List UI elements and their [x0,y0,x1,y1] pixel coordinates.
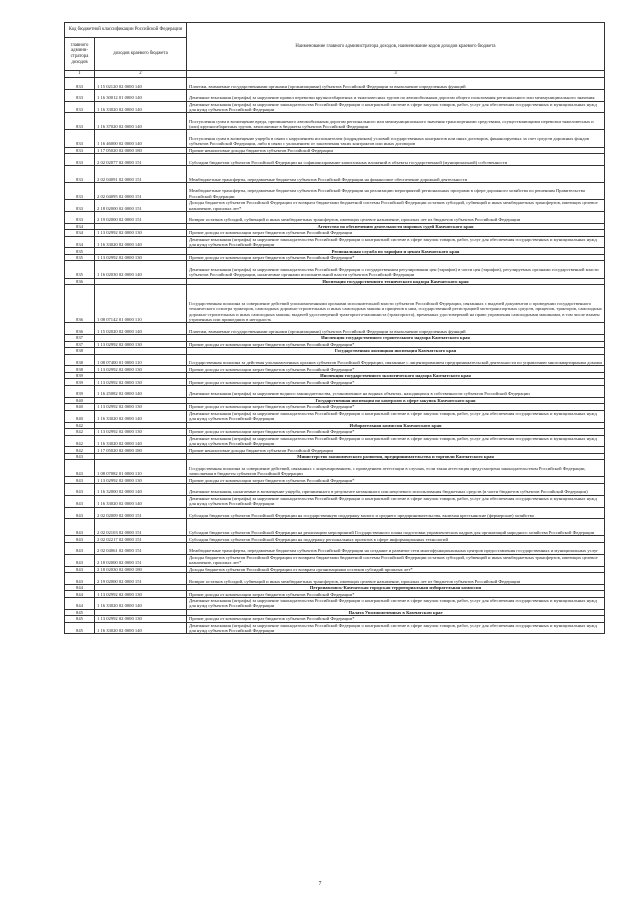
revenue-code-cell: 1 17 05020 02 0000 180 [95,147,187,154]
description-cell: Субсидии бюджетам субъектов Российской Федерации на поддержку региональных проектов в сфере информационных технологий [187,536,605,543]
revenue-codes-table [64,22,605,634]
revenue-code-cell: 1 16 33020 02 0000 140 [95,236,187,248]
revenue-code-cell: 1 16 33020 02 0000 140 [95,597,187,609]
table-row [65,261,605,278]
revenue-code-cell: 1 16 33020 02 0000 140 [95,410,187,422]
revenue-code-cell: 2 02 02217 02 0000 151 [95,536,187,543]
admin-code-cell: 837 [65,335,95,342]
admin-code-cell: 839 [65,379,95,386]
description-cell: Государственная пошлина за совершение действий, связанных с лицензированием, с проведением аттестации в случаях, если такая аттестация предусмотрена законодательством Российской Федерации, зачисляемая в бюджеты субъектов Российской Федерации [187,460,605,477]
revenue-code-cell: 2 02 04061 02 0000 151 [95,542,187,554]
header-code-column: доходов краевого бюджета [95,38,187,71]
description-cell: Субсидии бюджетам субъектов Российской Федерации на государственную поддержку малого и среднего предпринимательства, включая крестьянские (фермерские) хозяйства [187,507,605,519]
description-cell: Государственная пошлина за совершение действий уполномоченными органами исполнительной власти субъектов Российской Федерации, связанных с выдачей документов о проведении государственного технического осмотра тракторов, самоходных дорожно-строительных и иных самоходных машин и прицепов к ним, государственной регистрацией мототранспортных средств, прицепов, тракторов, самоходных дорожно-строительных и иных самоходных машин, выдачей удостоверений тракториста-машиниста (тракториста), временных удостоверений на право управления самоходными машинами, в том числе взамен утраченных или пришедших в негодность [187,285,605,323]
table-row [65,236,605,248]
description-cell: Государственная пошлина за действия уполномоченных органов субъектов Российской Федерации, связанные с лицензированием предпринимательской деятельности по управлению многоквартирными домами [187,354,605,366]
revenue-code-cell: 1 13 02992 02 0000 130 [95,366,187,373]
description-cell: Денежные взыскания (штрафы) за нарушение законодательства Российской Федерации о контрактной системе в сфере закупок товаров, работ, услуг для обеспечения государственных и муниципальных нужд для нужд субъектов Российской Федерации [187,622,605,634]
admin-code-cell: 844 [65,597,95,609]
admin-code-cell: 834 [65,236,95,248]
admin-code-cell: 839 [65,372,95,379]
table-row [65,323,605,335]
revenue-code-cell: 1 08 07142 01 0000 110 [95,285,187,323]
admin-code-cell: 834 [65,230,95,237]
admin-code-cell: 833 [65,182,95,199]
revenue-code-cell: 1 15 02120 02 0000 140 [95,78,187,90]
admin-code-cell: 836 [65,323,95,335]
document-page [64,22,604,634]
description-cell: Прочие неналоговые доходы бюджетов субъектов Российской Федерации [187,147,605,154]
table-row [65,435,605,447]
admin-code-cell: 835 [65,254,95,261]
description-cell: Поступления сумм в возмещение вреда, причиняемого автомобильным дорогам регионального или межмуниципального значения транспортными средствами, осуществляющими перевозки тяжеловесных и (или) крупногабаритных грузов, зачисляемые в бюджеты субъектов Российской Федерации [187,113,605,130]
description-cell: Денежные взыскания (штрафы) за нарушение правил перевозки крупногабаритных и тяжеловесных грузов по автомобильным дорогам общего пользования регионального или межмуниципального значения [187,89,605,101]
table-row [65,101,605,113]
page-number: 7 [318,881,322,887]
table-row [65,554,605,566]
admin-code-cell: 837 [65,341,95,348]
description-cell: Прочие доходы от компенсации затрат бюджетов субъектов Российской Федерации* [187,616,605,623]
description-cell: Прочие доходы от компенсации затрат бюджетов субъектов Российской Федерации* [187,254,605,261]
header-name-column: Наименование главного администратора доходов, наименование кодов доходов краевого бюджета [187,23,605,71]
description-cell: Денежные взыскания (штрафы) за нарушение законодательства Российской Федерации о контрактной системе в сфере закупок товаров, работ, услуг для обеспечения государственных и муниципальных нужд для нужд субъектов Российской Федерации [187,101,605,113]
admin-code-cell: 833 [65,78,95,90]
admin-code-cell: 843 [65,573,95,585]
admin-code-cell: 836 [65,278,95,285]
header-number-1: 1 [65,71,95,78]
admin-code-cell: 843 [65,554,95,566]
header-admin-column: главного админи-стратора доходов [65,38,95,71]
description-cell: Денежные взыскания (штрафы) за нарушение законодательства Российской Федерации о контрактной системе в сфере закупок товаров, работ, услуг для обеспечения государственных и муниципальных нужд для нужд субъектов Российской Федерации [187,597,605,609]
admin-code-cell: 842 [65,429,95,436]
revenue-code-cell: 2 18 02000 02 0000 151 [95,200,187,212]
table-row [65,573,605,585]
description-cell: Денежные взыскания (штрафы) за нарушение законодательства Российской Федерации о контрактной системе в сфере закупок товаров, работ, услуг для обеспечения государственных и муниципальных нужд для нужд субъектов Российской Федерации [187,236,605,248]
description-cell: Прочие доходы от компенсации затрат бюджетов субъектов Российской Федерации* [187,404,605,411]
description-cell: Денежные взыскания (штрафы) за нарушение законодательства Российской Федерации о государственном регулировании цен (тарифов) в части цен (тарифов), регулируемых органами государственной власти субъектов Российской Федерации, налагаемые органами исполнительной власти субъектов Российской Федерации [187,261,605,278]
revenue-code-cell: 2 19 02000 02 0000 151 [95,573,187,585]
admin-code-cell: 845 [65,622,95,634]
admin-code-cell: 845 [65,616,95,623]
description-cell: Возврат остатков субсидий, субвенций и иных межбюджетных трансфертов, имеющих целевое назначение, прошлых лет из бюджетов субъектов Российской Федерации [187,573,605,585]
description-cell: Прочие доходы от компенсации затрат бюджетов субъектов Российской Федерации* [187,379,605,386]
header-group-title: Код бюджетной классификации Российской Федерации [65,23,187,38]
description-cell: Инспекция государственного технического надзора Камчатского края [187,278,605,285]
revenue-code-cell: 1 16 33020 02 0000 140 [95,101,187,113]
admin-code-cell: 842 [65,447,95,454]
revenue-code-cell: 1 16 32000 02 0000 140 [95,483,187,495]
admin-code-cell: 833 [65,165,95,182]
description-cell: Межбюджетные трансферты, передаваемые бюджетам субъектов Российской Федерации на финансовое обеспечение дорожной деятельности [187,165,605,182]
table-row [65,285,605,323]
admin-code-cell: 843 [65,507,95,519]
table-row [65,597,605,609]
description-cell: Агентство по обеспечению деятельности мировых судей Камчатского края [187,223,605,230]
description-cell: Палата Уполномоченных в Камчатском крае [187,609,605,616]
admin-code-cell: 843 [65,536,95,543]
admin-code-cell: 834 [65,223,95,230]
revenue-code-cell: 1 16 37020 02 0000 140 [95,113,187,130]
admin-code-cell: 833 [65,130,95,147]
revenue-code-cell: 1 13 02992 02 0000 130 [95,254,187,261]
admin-code-cell: 843 [65,477,95,484]
revenue-code-cell: 2 18 02000 02 0000 151 [95,554,187,566]
description-cell: Платежи, взимаемые государственными органами (организациями) субъектов Российской Федерации за выполнение определенных функций [187,323,605,335]
admin-code-cell: 833 [65,154,95,166]
revenue-code-cell: 1 16 33020 02 0000 140 [95,435,187,447]
revenue-code-cell: 1 13 02992 02 0000 130 [95,404,187,411]
description-cell: Субсидии бюджетам субъектов Российской Федерации на софинансирование капитальных вложений в объекты государственной (муниципальной) собственности [187,154,605,166]
admin-code-cell: 836 [65,285,95,323]
revenue-code-cell: 1 16 02030 02 0000 140 [95,261,187,278]
description-cell: Денежные взыскания (штрафы) за нарушение законодательства Российской Федерации о контрактной системе в сфере закупок товаров, работ, услуг для обеспечения государственных и муниципальных нужд для нужд субъектов Российской Федерации [187,495,605,507]
table-row [65,385,605,397]
description-cell: Денежные взыскания (штрафы) за нарушение законодательства Российской Федерации о контрактной системе в сфере закупок товаров, работ, услуг для обеспечения государственных и муниципальных нужд для нужд субъектов Российской Федерации [187,410,605,422]
description-cell: Доходы бюджетов субъектов Российской Федерации от возврата бюджетами бюджетной системы Российской Федерации остатков субсидий, субвенций и иных межбюджетных трансфертов, имеющих целевое назначение, прошлых лет* [187,554,605,566]
revenue-code-cell: 1 13 02992 02 0000 130 [95,341,187,348]
revenue-code-cell: 1 16 30012 01 0000 140 [95,89,187,101]
admin-code-cell: 833 [65,200,95,212]
description-cell: Денежные взыскания (штрафы) за нарушение водного законодательства, установленное на водных объектах, находящихся в собственности субъектов Российской Федерации [187,385,605,397]
revenue-code-cell: 1 13 02992 02 0000 130 [95,477,187,484]
table-row [65,154,605,166]
admin-code-cell: 844 [65,591,95,598]
admin-code-cell: 845 [65,609,95,616]
table-header [65,23,605,78]
table-row [65,78,605,90]
table-row [65,495,605,507]
description-cell: Инспекция государственного строительного надзора Камчатского края [187,335,605,342]
table-row [65,211,605,223]
revenue-code-cell: 1 13 02992 02 0000 130 [95,591,187,598]
admin-code-cell: 839 [65,385,95,397]
admin-code-cell: 844 [65,584,95,591]
table-row [65,113,605,130]
admin-code-cell: 843 [65,483,95,495]
description-cell: Прочие доходы от компенсации затрат бюджетов субъектов Российской Федерации* [187,591,605,598]
admin-code-cell: 835 [65,248,95,255]
description-cell: Министерство экономического развития, предпринимательства и торговли Камчатского края [187,453,605,460]
revenue-code-cell: 2 02 02103 02 0000 151 [95,519,187,536]
description-cell: Прочие доходы от компенсации затрат бюджетов субъектов Российской Федерации [187,230,605,237]
admin-code-cell: 840 [65,404,95,411]
admin-code-cell: 842 [65,435,95,447]
table-row [65,200,605,212]
table-row [65,622,605,634]
description-cell: Инспекция государственного экологического надзора Камчатского края [187,372,605,379]
admin-code-cell: 843 [65,460,95,477]
admin-code-cell: 843 [65,453,95,460]
admin-code-cell: 833 [65,211,95,223]
description-cell: Прочие неналоговые доходы бюджетов субъектов Российской Федерации [187,447,605,454]
admin-code-cell: 840 [65,397,95,404]
description-cell: Межбюджетные трансферты, передаваемые бюджетам субъектов Российской Федерации на реализацию мероприятий региональных программ в сфере дорожного хозяйства по решениям Правительства Российской Федерации [187,182,605,199]
description-cell: Денежные взыскания (штрафы) за нарушение законодательства Российской Федерации о контрактной системе в сфере закупок товаров, работ, услуг для обеспечения государственных и муниципальных нужд для нужд субъектов Российской Федерации [187,435,605,447]
description-cell: Субсидии бюджетам субъектов Российской Федерации на реализацию мероприятий Государственного плана подготовки управленческих кадров для организаций народного хозяйства Российской Федерации [187,519,605,536]
description-cell: Платежи, взимаемые государственными органами (организациями) субъектов Российской Федерации за выполнение определенных функций [187,78,605,90]
description-cell: Денежные взыскания, налагаемые в возмещение ущерба, причиненного в результате незаконного или нецелевого использования бюджетных средств (в части бюджетов субъектов Российской Федерации) [187,483,605,495]
revenue-code-cell: 2 19 02000 02 0000 151 [95,211,187,223]
admin-code-cell: 838 [65,354,95,366]
table-body [65,78,605,634]
admin-code-cell: 833 [65,113,95,130]
description-cell: Прочие доходы от компенсации затрат бюджетов субъектов Российской Федерации* [187,366,605,373]
description-cell: Межбюджетные трансферты, передаваемые бюджетам субъектов Российской Федерации на создание и развитие сети многофункциональных центров предоставления государственных и муниципальных услуг [187,542,605,554]
description-cell: Государственная жилищная инспекция Камчатского края [187,348,605,355]
revenue-code-cell: 1 08 07082 01 0000 110 [95,460,187,477]
revenue-code-cell: 1 13 02992 02 0000 130 [95,616,187,623]
revenue-code-cell: 2 02 02077 02 0000 151 [95,154,187,166]
table-row [65,542,605,554]
admin-code-cell: 833 [65,89,95,101]
admin-code-cell: 843 [65,542,95,554]
description-cell: Поступления сумм в возмещение ущерба в связи с нарушением исполнителем (подрядчиком) условий государственных контрактов или иных договоров, финансируемых за счет средств дорожных фондов субъектов Российской Федерации, либо в связи с уклонением от заключения таких контрактов или иных договоров [187,130,605,147]
revenue-code-cell: 1 16 46000 02 0000 140 [95,130,187,147]
table-row [65,460,605,477]
revenue-code-cell: 2 02 04091 02 0000 151 [95,165,187,182]
revenue-code-cell: 1 15 02020 02 0000 140 [95,323,187,335]
header-number-3: 3 [187,71,605,78]
header-number-2: 2 [95,71,187,78]
table-row [65,89,605,101]
revenue-code-cell: 1 16 33020 02 0000 140 [95,622,187,634]
description-cell: Прочие доходы от компенсации затрат бюджетов субъектов Российской Федерации* [187,341,605,348]
description-cell: Доходы бюджетов субъектов Российской Федерации от возврата организациями остатков субсидий прошлых лет* [187,566,605,573]
revenue-code-cell: 1 13 02992 02 0000 130 [95,230,187,237]
revenue-code-cell: 2 02 04095 02 0000 151 [95,182,187,199]
description-cell: Региональная служба по тарифам и ценам Камчатского края [187,248,605,255]
table-row [65,130,605,147]
description-cell: Избирательная комиссия Камчатского края [187,422,605,429]
table-row [65,483,605,495]
admin-code-cell: 833 [65,147,95,154]
description-cell: Прочие доходы от компенсации затрат бюджетов субъектов Российской Федерации* [187,477,605,484]
description-cell: Доходы бюджетов субъектов Российской Федерации от возврата бюджетами бюджетной системы Российской Федерации остатков субсидий, субвенций и иных межбюджетных трансфертов, имеющих целевое назначение, прошлых лет* [187,200,605,212]
table-row [65,410,605,422]
description-cell: Государственная инспекция по контролю в сфере закупок Камчатского края [187,397,605,404]
admin-code-cell: 843 [65,519,95,536]
admin-code-cell: 843 [65,566,95,573]
revenue-code-cell: 1 13 02992 02 0000 130 [95,379,187,386]
revenue-code-cell: 2 02 02009 02 0000 151 [95,507,187,519]
table-row [65,165,605,182]
table-row [65,182,605,199]
admin-code-cell: 840 [65,410,95,422]
revenue-code-cell: 1 13 02992 02 0000 130 [95,429,187,436]
revenue-code-cell: 1 16 25082 02 0000 140 [95,385,187,397]
revenue-code-cell: 1 16 33020 02 0000 140 [95,495,187,507]
revenue-code-cell: 1 17 05020 02 0000 180 [95,447,187,454]
table-row [65,507,605,519]
table-row [65,519,605,536]
revenue-code-cell: 1 08 07400 01 0000 110 [95,354,187,366]
revenue-code-cell: 2 18 02030 02 0000 180 [95,566,187,573]
description-cell: Прочие доходы от компенсации затрат бюджетов субъектов Российской Федерации* [187,429,605,436]
admin-code-cell: 838 [65,348,95,355]
description-cell: Петропавловск-Камчатская городская территориальная избирательная комиссия [187,584,605,591]
admin-code-cell: 835 [65,261,95,278]
table-row [65,354,605,366]
admin-code-cell: 833 [65,101,95,113]
admin-code-cell: 838 [65,366,95,373]
description-cell: Возврат остатков субсидий, субвенций и иных межбюджетных трансфертов, имеющих целевое назначение, прошлых лет из бюджетов субъектов Российской Федерации [187,211,605,223]
admin-code-cell: 842 [65,422,95,429]
admin-code-cell: 843 [65,495,95,507]
